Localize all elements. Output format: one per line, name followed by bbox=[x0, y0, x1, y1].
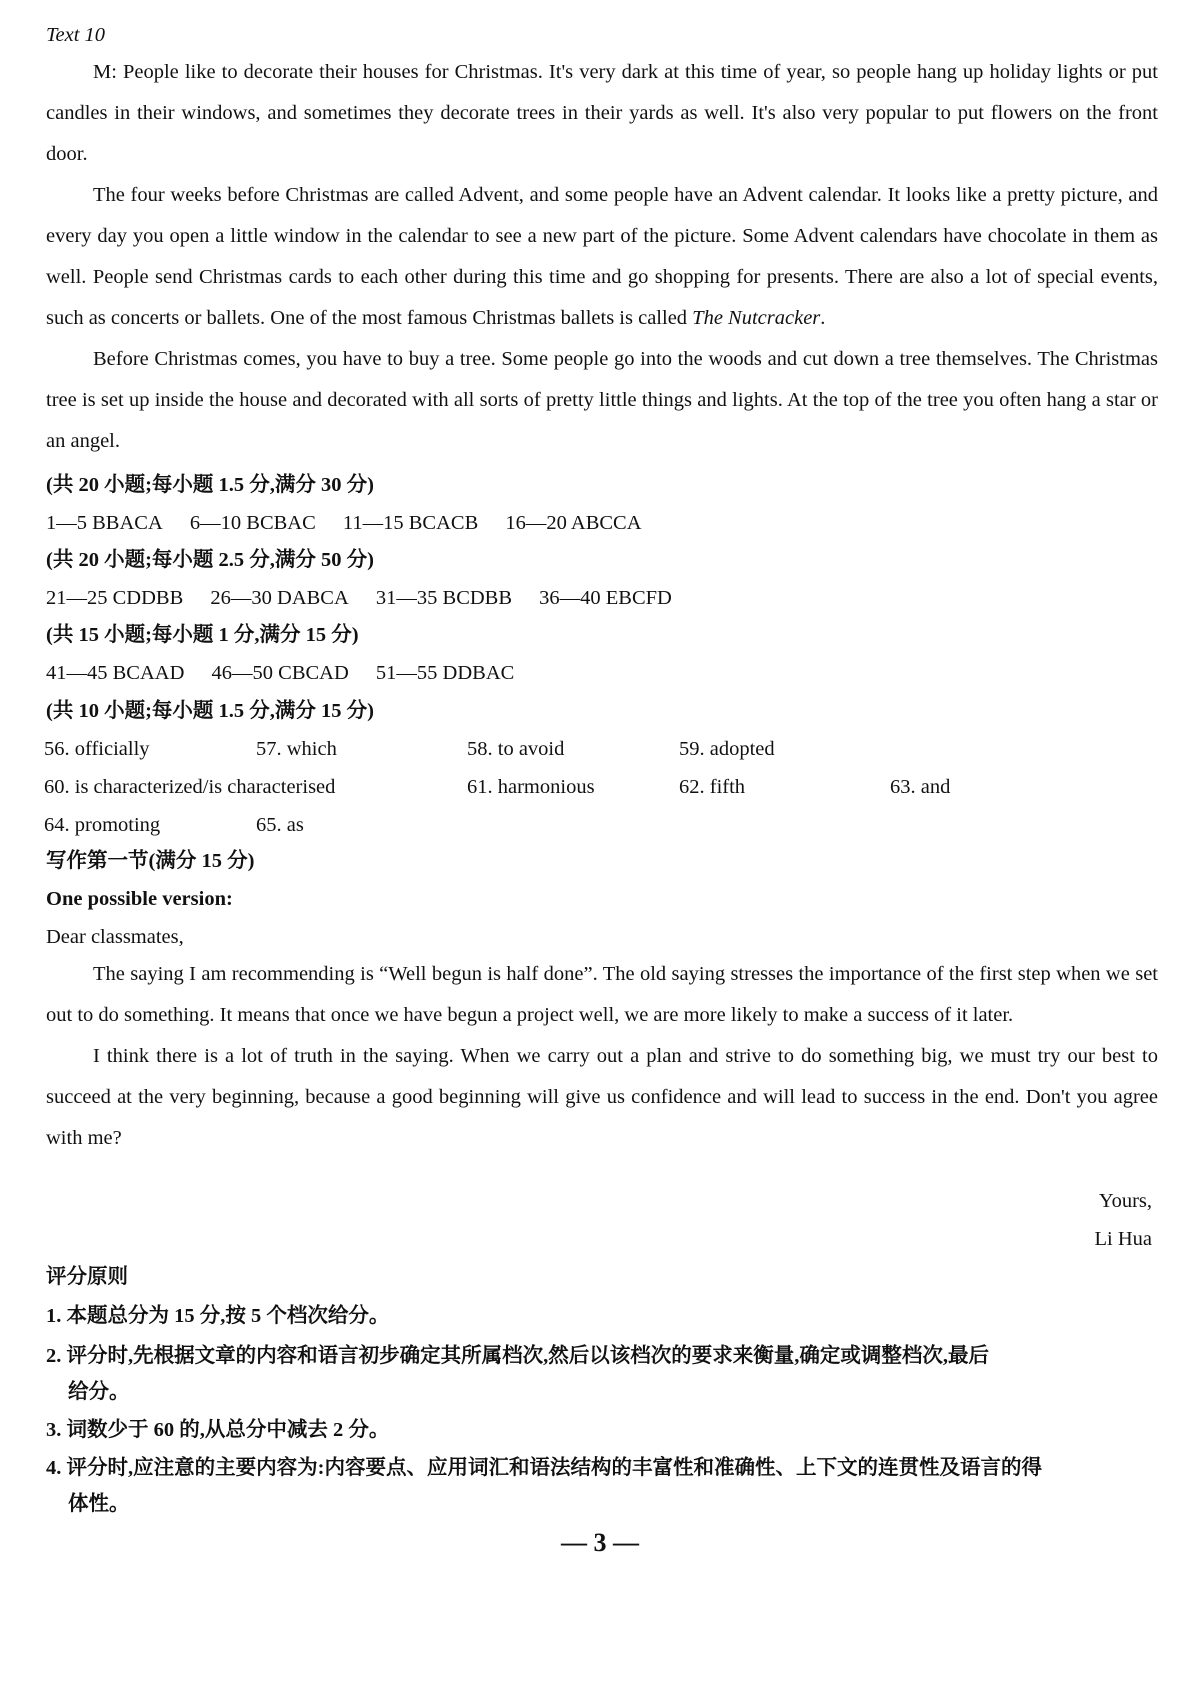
answer-row bbox=[46, 658, 536, 688]
sample-essay bbox=[46, 954, 1158, 1159]
answer-group: 1—5 BBACA bbox=[46, 512, 163, 534]
page-number: — 3 — bbox=[561, 1528, 639, 1557]
answer-row bbox=[46, 583, 694, 613]
scoring-title: 评分原则 bbox=[46, 1266, 128, 1288]
fill-answer: 58. to avoid bbox=[467, 738, 565, 760]
answer-group: 16—20 ABCCA bbox=[505, 512, 642, 534]
fill-answer: 59. adopted bbox=[679, 738, 775, 760]
closing: Yours, bbox=[1098, 1190, 1152, 1212]
answer-group: 46—50 CBCAD bbox=[211, 662, 349, 684]
text-label: Text 10 bbox=[46, 24, 106, 46]
transcript-paragraph: The four weeks before Christmas are called Advent, and some people have an Advent calendar. It looks like a pretty picture, and every day you open a little window in the calendar to see a new part of the picture. Some Advent calendars have chocolate in them as well. People send Christmas cards to each other during this time and go shopping for presents. There are also a lot of special events, such as concerts or ballets. One of the most famous Christmas ballets is called The Nutcracker. bbox=[46, 184, 1158, 329]
answer-group: 21—25 CDDBB bbox=[46, 587, 184, 609]
version-label: One possible version: bbox=[46, 888, 233, 910]
fill-answer: 64. promoting bbox=[44, 814, 161, 836]
fill-answer: 62. fifth bbox=[679, 776, 746, 798]
answer-group: 11—15 BCACB bbox=[342, 512, 479, 534]
listening-transcript bbox=[46, 52, 1158, 462]
transcript-paragraph: M: People like to decorate their houses for Christmas. It's very dark at this time of year, so people hang up holiday lights or put candles in their windows, and sometimes they decorate trees in their yards as well. It's also very popular to put flowers on the front door. bbox=[46, 61, 1158, 165]
fill-answer: 65. as bbox=[256, 814, 304, 836]
fill-answer: 61. harmonious bbox=[467, 776, 595, 798]
answer-row bbox=[46, 508, 664, 538]
scoring-rule: 4. 评分时,应注意的主要内容为:内容要点、应用词汇和语法结构的丰富性和准确性、上下文的连贯性及语言的得 bbox=[46, 1457, 1042, 1479]
answer-group: 51—55 DDBAC bbox=[375, 662, 515, 684]
scoring-rule-continuation: 给分。 bbox=[68, 1381, 130, 1403]
writing-header: 写作第一节(满分 15 分) bbox=[46, 850, 255, 872]
fill-answer: 63. and bbox=[890, 776, 951, 798]
scoring-rule: 2. 评分时,先根据文章的内容和语言初步确定其所属档次,然后以该档次的要求来衡量,确定或调整档次,最后 bbox=[46, 1345, 989, 1367]
answer-group: 36—40 EBCFD bbox=[539, 587, 672, 609]
fill-answer: 57. which bbox=[256, 738, 337, 760]
ballet-title: The Nutcracker bbox=[692, 307, 821, 329]
scoring-rule: 1. 本题总分为 15 分,按 5 个档次给分。 bbox=[46, 1305, 390, 1327]
answer-group: 6—10 BCBAC bbox=[189, 512, 316, 534]
scoring-rule-continuation: 体性。 bbox=[68, 1493, 130, 1515]
essay-paragraph: I think there is a lot of truth in the saying. When we carry out a plan and strive to do something big, we must try our best to succeed at the very beginning, because a good beginning will give us confidence and will lead to success in the end. Don't you agree with me? bbox=[46, 1045, 1158, 1149]
answer-group: 41—45 BCAAD bbox=[46, 662, 185, 684]
section-header: (共 10 小题;每小题 1.5 分,满分 15 分) bbox=[46, 700, 374, 722]
section-header: (共 15 小题;每小题 1 分,满分 15 分) bbox=[46, 624, 359, 646]
section-header: (共 20 小题;每小题 1.5 分,满分 30 分) bbox=[46, 474, 374, 496]
essay-paragraph: The saying I am recommending is “Well begun is half done”. The old saying stresses the importance of the first step when we set out to do something. It means that once we have begun a project well, we are more likely to make a success of it later. bbox=[46, 963, 1158, 1026]
fill-answer: 56. officially bbox=[44, 738, 150, 760]
answer-group: 31—35 BCDBB bbox=[375, 587, 513, 609]
section-header: (共 20 小题;每小题 2.5 分,满分 50 分) bbox=[46, 549, 374, 571]
signature: Li Hua bbox=[1094, 1228, 1152, 1250]
answer-group: 26—30 DABCA bbox=[210, 587, 349, 609]
scoring-rule: 3. 词数少于 60 的,从总分中减去 2 分。 bbox=[46, 1419, 390, 1441]
transcript-paragraph: Before Christmas comes, you have to buy a tree. Some people go into the woods and cut down a tree themselves. The Christmas tree is set up inside the house and decorated with all sorts of pretty little things and lights. At the top of the tree you often hang a star or an angel. bbox=[46, 348, 1158, 452]
fill-answer: 60. is characterized/is characterised bbox=[44, 776, 336, 798]
salutation: Dear classmates, bbox=[46, 926, 184, 948]
